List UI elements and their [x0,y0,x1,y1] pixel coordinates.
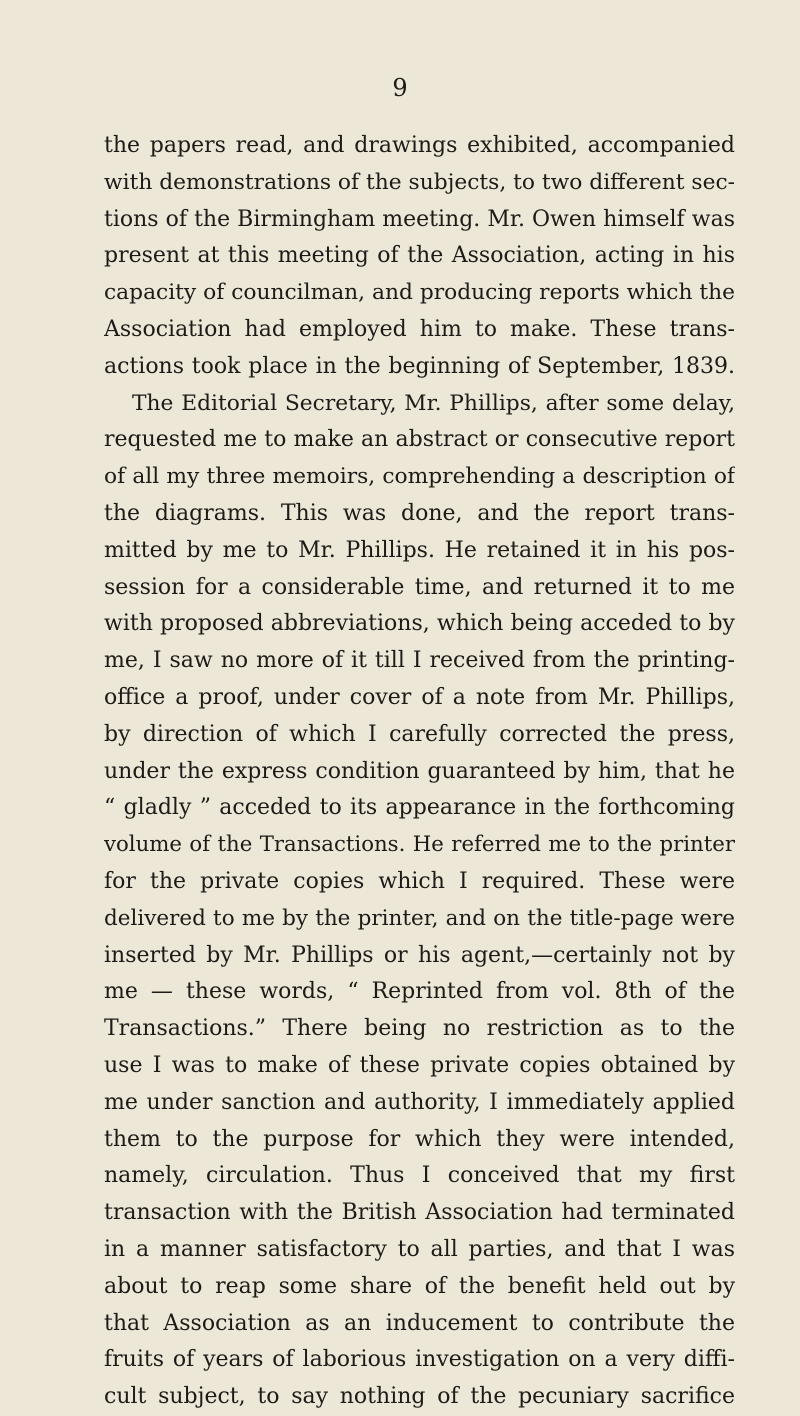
text-line: capacity of councilman, and producing reports which the [104,280,735,306]
text-line: inserted by Mr. Phillips or his agent,—certainly not by [104,942,735,968]
text-line: for the private copies which I required. These were [104,868,735,894]
text-line: use I was to make of these private copies obtained by [104,1052,735,1078]
text-line: The Editorial Secretary, Mr. Phillips, after some delay, [132,390,735,416]
text-line: present at this meeting of the Association, acting in his [104,243,735,269]
text-line: me — these words, “ Reprinted from vol. 8th of the [104,979,735,1005]
text-line: Association had employed him to make. These trans- [104,316,735,342]
text-line: cult subject, to say nothing of the pecuniary sacrifice [104,1384,735,1410]
text-line: with proposed abbreviations, which being acceded to by [104,611,735,637]
text-line: volume of the Transactions. He referred me to the printer [104,832,735,858]
text-line: that Association as an inducement to contribute the [104,1310,735,1336]
text-line: requested me to make an abstract or consecutive report [104,427,735,453]
text-line: about to reap some share of the benefit held out by [104,1273,735,1299]
text-line: me under sanction and authority, I immediately applied [104,1089,735,1115]
text-line: Transactions.” There being no restriction as to the [104,1016,735,1042]
text-line: “ gladly ” acceded to its appearance in the forthcoming [104,795,735,821]
text-line: by direction of which I carefully corrected the press, [104,721,735,747]
text-line: session for a considerable time, and returned it to me [104,574,735,600]
text-line: with demonstrations of the subjects, to two different sec- [104,169,735,195]
text-line: them to the purpose for which they were intended, [104,1126,735,1152]
text-line: the papers read, and drawings exhibited, accompanied [104,133,735,158]
text-line: me, I saw no more of it till I received from the printing- [104,648,735,674]
text-line: under the express condition guaranteed by him, that he [104,758,735,784]
text-line: transaction with the British Association had terminated [104,1200,735,1226]
text-line: actions took place in the beginning of September, 1839. [104,353,735,379]
text-line: of all my three memoirs, comprehending a description of [104,464,735,490]
text-line: tions of the Birmingham meeting. Mr. Owen himself was [104,206,735,232]
text-line: mitted by me to Mr. Phillips. He retained it in his pos- [104,537,735,563]
text-line: namely, circulation. Thus I conceived that my first [104,1163,735,1189]
page-number: 9 [392,74,408,102]
body-text [104,128,735,1416]
text-line: office a proof, under cover of a note from Mr. Phillips, [104,684,735,710]
text-line: the diagrams. This was done, and the report trans- [104,500,735,526]
text-line: delivered to me by the printer, and on the title-page were [104,905,735,931]
text-line: in a manner satisfactory to all parties, and that I was [104,1236,735,1262]
text-line: fruits of years of laborious investigation on a very diffi- [104,1347,735,1373]
